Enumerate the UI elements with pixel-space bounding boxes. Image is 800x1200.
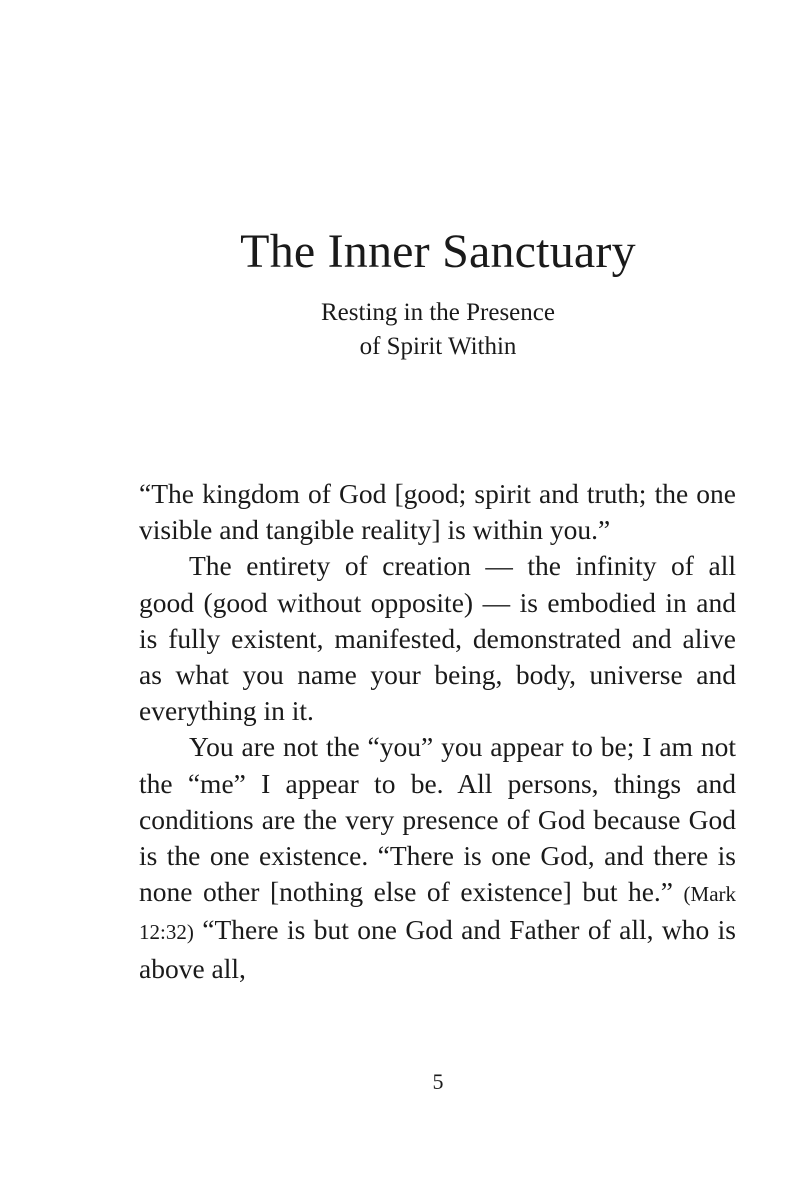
paragraph-2: The entirety of creation — the infinity of all good (good without opposite) — is embodied in and is fully existent, manifested, demonstrated and alive as what you name your being, body, universe and everything in it.: [139, 550, 736, 727]
body-text: [139, 476, 736, 987]
chapter-subtitle: [0, 296, 800, 364]
subtitle-line-1: Resting in the Presence: [321, 299, 555, 326]
page-number: 5: [432, 1069, 444, 1094]
paragraph-3-text: You are not the “you” you appear to be; I am not the “me” I appear to be. All persons, things and conditions are the very presence of God because God is the one existence. “There is one God, and there is none other [nothing else of existence] but he.”: [139, 731, 736, 908]
paragraph-3-continuation: “There is but one God and Father of all, who is above all,: [139, 914, 736, 984]
paragraph-1: “The kingdom of God [good; spirit and truth; the one visible and tangible reality] is within you.”: [139, 478, 736, 546]
chapter-title: The Inner Sanctuary: [240, 225, 636, 278]
scripture-citation: (Mark 12:32): [139, 882, 737, 945]
subtitle-line-2: of Spirit Within: [359, 333, 517, 360]
paragraph-3: [139, 729, 736, 986]
